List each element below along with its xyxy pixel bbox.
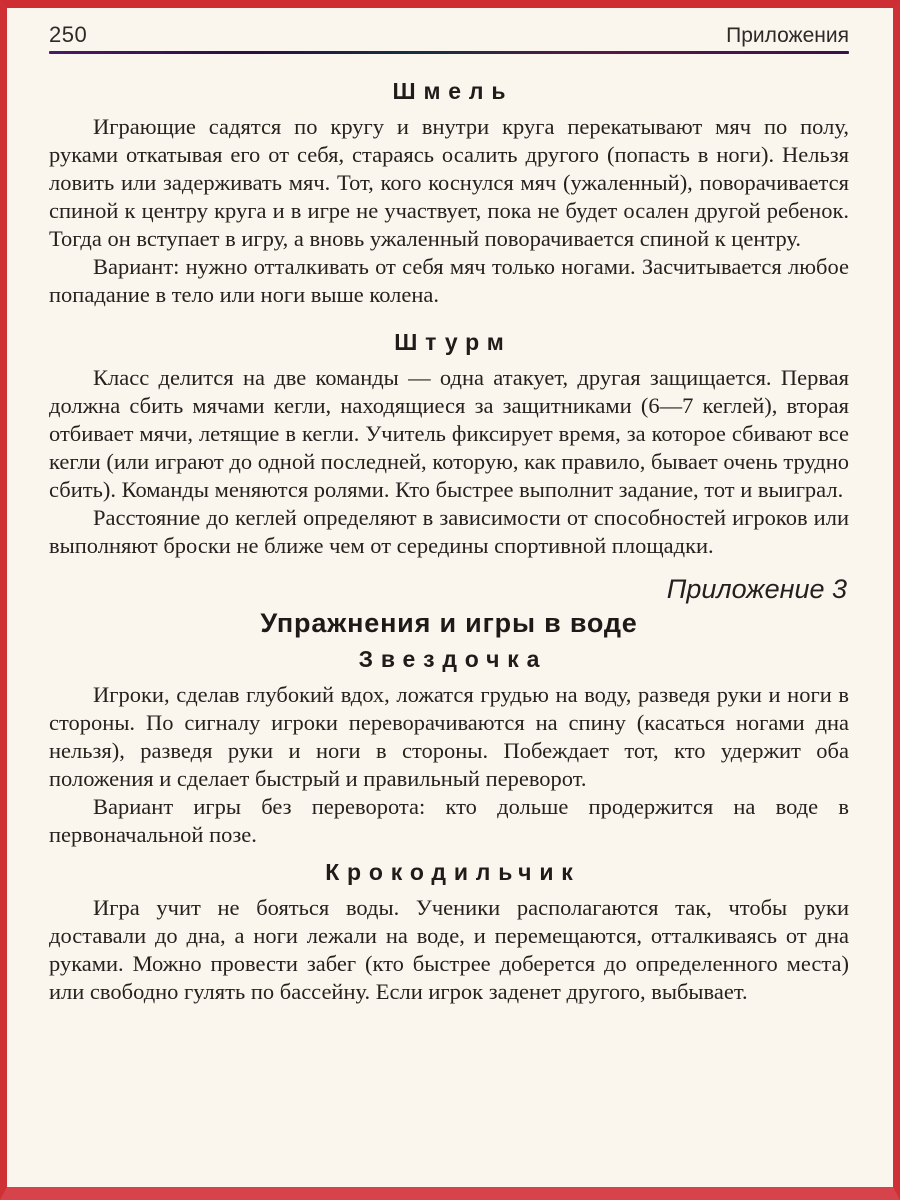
paragraph: Класс делится на две команды — одна атакует, другая защищается. Первая должна сбить мячами кегли, находящиеся за защитниками (6—7 кеглей), вторая отбивает мячи, летящие в кегли. Учитель фиксирует время, за которое сбивают все кегли (или играют до одной последней, которую, как правило, бывает очень трудно сбить). Команды меняются ролями. Кто быстрее выполнит задание, тот и выиграл. [49, 365, 849, 502]
running-header [49, 18, 849, 48]
section-heading-shmel: Шмель [392, 78, 514, 104]
paragraph: Играющие садятся по кругу и внутри круга перекатывают мяч по полу, руками откатывая его от себя, стараясь осалить другого (попасть в ноги). Нельзя ловить или задерживать мяч. Тот, кого коснулся мяч (ужаленный), поворачивается спиной к центру круга и в игре не участвует, пока не будет осален другой ребенок. Тогда он вступает в игру, а вновь ужаленный поворачивается спиной к центру. [49, 114, 849, 251]
paragraph: Расстояние до кеглей определяют в зависимости от способностей игроков или выполняют броски не ближе чем от середины спортивной площадки. [49, 505, 849, 558]
paragraph: Игроки, сделав глубокий вдох, ложатся грудью на воду, разведя руки и ноги в стороны. По сигналу игроки переворачиваются на спину (касаться ногами дна нельзя), разведя руки и ноги в стороны. Побеждает тот, кто удержит оба положения и сделает быстрый и правильный переворот. [49, 682, 849, 791]
page-number: 250 [49, 22, 88, 47]
page-content [7, 8, 893, 1006]
paragraph: Вариант игры без переворота: кто дольше продержится на воде в первоначальной позе. [49, 794, 849, 847]
section-heading-krokodilchik: Крокодильчик [325, 859, 581, 885]
paragraph: Игра учит не бояться воды. Ученики располагаются так, чтобы руки доставали до дна, а ноги лежали на воде, и перемещаются, отталкиваясь от дна руками. Можно провести забег (кто быстрее доберется до определенного места) или свободно гулять по бассейну. Если игрок заденет другого, выбывает. [49, 895, 849, 1004]
section-heading-shturm: Штурм [394, 329, 512, 355]
section-heading-zvezdochka: Звездочка [358, 646, 548, 672]
running-title: Приложения [726, 24, 849, 47]
paragraph: Вариант: нужно отталкивать от себя мяч только ногами. Засчитывается любое попадание в тело или ноги выше колена. [49, 254, 849, 307]
header-rule [49, 51, 849, 54]
appendix-label: Приложение 3 [666, 574, 847, 604]
appendix-title: Упражнения и игры в воде [260, 608, 638, 638]
